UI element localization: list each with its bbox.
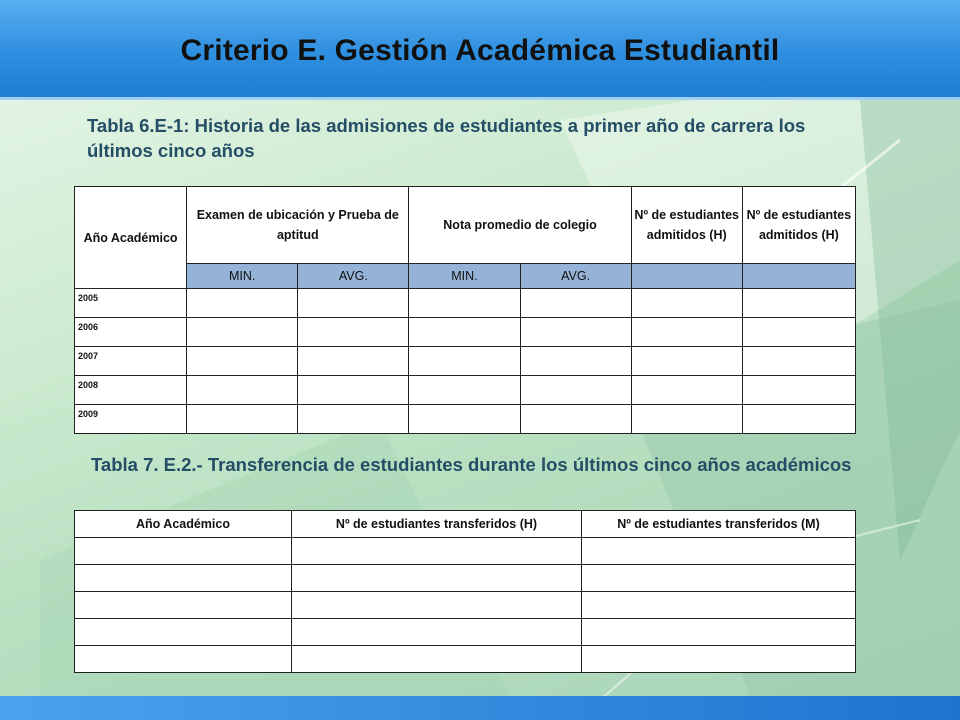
table-cell [409, 289, 520, 318]
table-cell [75, 538, 292, 565]
table-cell [187, 318, 298, 347]
header-admitted-1-label: Nº de estudiantes admitidos (H) [634, 208, 740, 242]
table-cell [742, 318, 855, 347]
subheader-admitted-1 [631, 264, 742, 289]
table-cell [409, 405, 520, 434]
table-row [75, 347, 856, 376]
table-cell [409, 347, 520, 376]
table-row [75, 646, 856, 673]
table-cell [75, 619, 292, 646]
table-cell [582, 619, 856, 646]
slide-header [0, 0, 960, 100]
header-admitted-1 [631, 187, 742, 264]
table-cell [75, 565, 292, 592]
table-cell [631, 289, 742, 318]
header-year-label: Año Académico [83, 230, 178, 245]
table-cell [631, 347, 742, 376]
table-cell [292, 619, 582, 646]
header-admitted-2 [742, 187, 855, 264]
header-academic-year: Año Académico [75, 511, 292, 538]
subheader-exam-min: MIN. [187, 264, 298, 289]
table-cell [631, 318, 742, 347]
table-cell [582, 538, 856, 565]
subheader-exam-avg: AVG. [298, 264, 409, 289]
table-cell [742, 289, 855, 318]
slide-footer-bar [0, 696, 960, 720]
table-row [75, 318, 856, 347]
table-cell [582, 565, 856, 592]
slide-title: Criterio E. Gestión Académica Estudiantil [180, 34, 780, 67]
table-row [75, 538, 856, 565]
table-cell [582, 646, 856, 673]
table-row [75, 405, 856, 434]
table-cell [298, 318, 409, 347]
table-cell [409, 376, 520, 405]
table-cell [742, 347, 855, 376]
table2-caption: Tabla 7. E.2.- Transferencia de estudiantes durante los últimos cinco años académicos [91, 454, 852, 475]
table-row [75, 592, 856, 619]
table-cell [520, 318, 631, 347]
table-cell [520, 347, 631, 376]
header-transferred-h: Nº de estudiantes transferidos (H) [292, 511, 582, 538]
header-exam-label: Examen de ubicación y Prueba de aptitud [196, 208, 399, 242]
table-cell [298, 289, 409, 318]
header-year [75, 187, 187, 289]
table-cell [75, 646, 292, 673]
table-cell [292, 538, 582, 565]
table-cell [292, 565, 582, 592]
table1-caption: Tabla 6.E-1: Historia de las admisiones de estudiantes a primer año de carrera los últimos cinco años [87, 115, 806, 161]
table-cell [631, 376, 742, 405]
subheader-grade-min: MIN. [409, 264, 520, 289]
year-cell: 2006 [75, 318, 187, 347]
header-grade [409, 187, 631, 264]
table-cell [409, 318, 520, 347]
table-cell [298, 376, 409, 405]
year-cell: 2009 [75, 405, 187, 434]
table-cell [187, 376, 298, 405]
table-row [75, 289, 856, 318]
table-cell [520, 289, 631, 318]
table-cell [520, 376, 631, 405]
table-row [75, 376, 856, 405]
table-cell [292, 592, 582, 619]
subheader-grade-avg: AVG. [520, 264, 631, 289]
table-cell [187, 347, 298, 376]
header-grade-label: Nota promedio de colegio [443, 218, 597, 232]
table-cell [187, 405, 298, 434]
table-cell [292, 646, 582, 673]
table-row [75, 619, 856, 646]
table-cell [631, 405, 742, 434]
header-exam [187, 187, 409, 264]
subheader-admitted-2 [742, 264, 855, 289]
table-cell [742, 376, 855, 405]
year-cell: 2005 [75, 289, 187, 318]
header-transferred-m: Nº de estudiantes transferidos (M) [582, 511, 856, 538]
table-row [75, 565, 856, 592]
table-cell [75, 592, 292, 619]
year-cell: 2008 [75, 376, 187, 405]
table-cell [582, 592, 856, 619]
table-cell [520, 405, 631, 434]
table-cell [187, 289, 298, 318]
transfers-table [74, 510, 856, 673]
header-admitted-2-label: Nº de estudiantes admitidos (H) [746, 208, 852, 242]
table-cell [298, 405, 409, 434]
year-cell: 2007 [75, 347, 187, 376]
table-cell [298, 347, 409, 376]
table-cell [742, 405, 855, 434]
admissions-table [74, 186, 856, 434]
